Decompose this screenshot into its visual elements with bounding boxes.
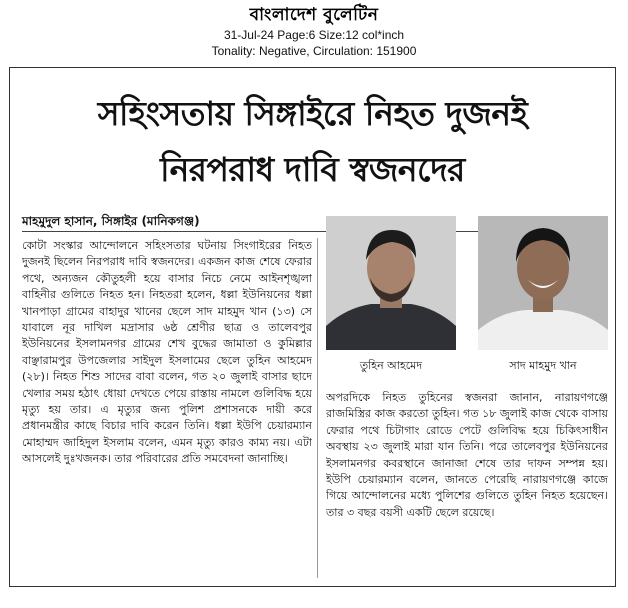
- clipping-meta-date-size: 31-Jul-24 Page:6 Size:12 col*inch: [223, 28, 405, 42]
- headline-line-1: সহিংসতায় সিঙ্গাইরে নিহত দুজনই: [97, 94, 528, 133]
- person-silhouette-icon: [326, 216, 456, 350]
- newspaper-masthead: বাংলাদেশ বুলেটিন: [249, 5, 379, 25]
- portrait-photo-sad: [478, 216, 608, 350]
- byline: মাহমুদুল হাসান, সিঙ্গাইর (মানিকগঞ্জ): [22, 214, 200, 228]
- photo-caption-tuhin: তুহিন আহমেদ: [359, 359, 423, 372]
- person-silhouette-icon: [478, 216, 608, 350]
- clipping-meta-tonality: Tonality: Negative, Circulation: 151900: [211, 44, 417, 58]
- portrait-photo-tuhin: [326, 216, 456, 350]
- headline-line-2: নিরপরাধ দাবি স্বজনদের: [160, 150, 465, 189]
- article-body-left-column: কোটা সংস্কার আন্দোলনে সহিংসতার ঘটনায় সিংগাইরের নিহত দুজনই ছিলেন নিরপরাধ দাবি স্বজনদের। একজন কাজ শেষে ফেরার পথে, অন্যজন কৌতুহলী হয়ে বাসার নিচে নেমে আইনশৃঙ্খলা বাহিনীর গুলিতে নিহত হন। নিহতরা হলেন, ধল্লা ইউনিয়নের ধল্লা খানপাড়া গ্রামের বাহাদুর খানের ছেলে সাদ মাহমুদ খান (১৩) সে যাবালে নূর দাখিল মদ্রাসার ৬ষ্ঠ শ্রেণীর ছাত্র ও তালেবপুর ইউনিয়নের ইসলামনগর গ্রামের শেখ বুদ্ধের জামাতা ও কুমিল্লার বাঞ্ছারামপুর উপজেলার সাইদুল ইসলামের ছেলে তুহিন আহমেদ (২৮)। নিহত শিশু সাদের বাবা বলেন, গত ২০ জুলাই বাসার ছাদে খেলার সময় হঠাৎ ধোয়া দেখতে পেয়ে রাস্তায় নামলে গুলিবিদ্ধ হয়ে মৃত্যু হয় তার। এ মৃত্যুর জন্য পুলিশ প্রশাসনকে দায়ী করে প্রধানমন্ত্রীর কাছে বিচার দাবি করেন তিনি। ধল্লা ইউপি চেয়ারম্যান মোহাম্মদ জাহিদুল ইসলাম বলেন, এমন মৃত্যু কারও কাম্য নয়। এটা আসলেই দুঃখজনক। তার পরিবারের প্রতি সমবেদনা জানাচ্ছি।: [22, 239, 312, 466]
- article-body-right-column: অপরদিকে নিহত তুহিনের স্বজনরা জানান, নারায়ণগঞ্জে রাজমিস্ত্রির কাজ করতো তুহিন। গত ১৮ জুলাই কাজ থেকে বাসায় ফেরার পথে চিটাগাং রোডে পেটে গুলিবিদ্ধ হয়ে চিকিৎসাধীন অবস্থায় ২৩ জুলাই মারা যান তিনি। পরে তালেবপুর ইউনিয়নের ইসলামনগর কবরস্থানে জানাজা শেষে তার দাফন সম্পন্ন হয়। ইউপি চেয়ারম্যান বলেন, জানতে পেরেছি নারায়ণগঞ্জে কাজে গিয়ে আন্দোলনের মধ্যে পুলিশের গুলিতে তুহিন নিহত হয়েছেন। তার ৩ বছর বয়সী একটি ছেলে রয়েছে।: [326, 391, 608, 519]
- article-clipping: [9, 67, 616, 587]
- photo-caption-sad: সাদ মাহমুদ খান: [509, 359, 577, 372]
- column-divider: [317, 238, 318, 578]
